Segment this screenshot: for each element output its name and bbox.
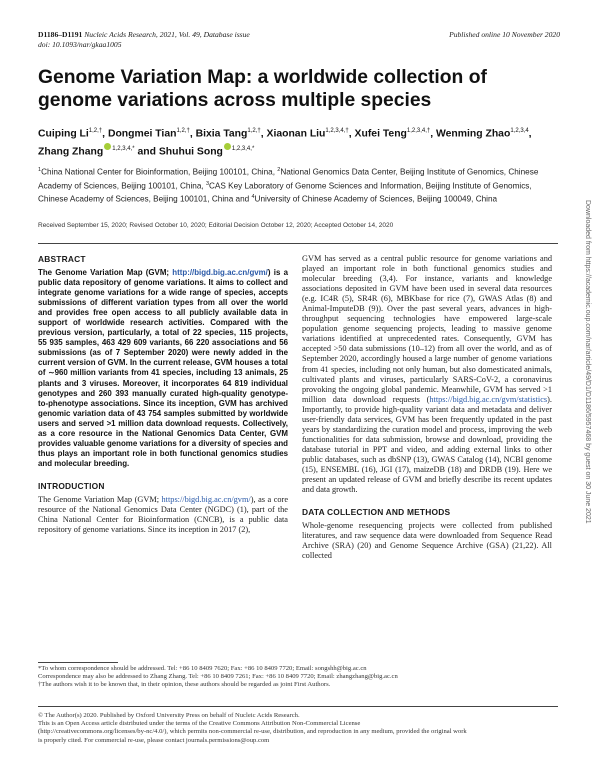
affiliation-number: 2	[277, 167, 281, 173]
data-collection-text: Whole-genome resequencing projects were collected from published literatures, and raw sequence data were downloaded from Sequence Read Archive (SRA) (20) and Genome Sequence Archive (GSA) (21,22). All collected	[302, 521, 552, 561]
gvm-overview-paragraph: GVM has served as a central public resource for genome variations and played an important role in both functional genomics studies and molecular breeding (3,4). For instance, variants and knowledge associations deposited in GVM have been used in several data resources (e.g. IC4R (5), SR4R (6), MBKbase for rice (7), GWAS Atlas (8) and Animal-ImputeDB (9)). Over the past several years, advances in high-throughput sequencing technologies have empowered large-scale population genome sequencing projects, leading to massive genome variations identified at unprecedented rates. Consequently, GVM has accepted >50 data submissions (10–12) from all over the world, and as of September 2020, accordingly housed a large number of genome variations from 41 species, including not only human, but also domesticated animals, cultivated plants and viruses, particularly SARS-CoV-2, a coronavirus provoking the ongoing global pandemic. Meanwhile, GVM has served >1 million data download requests (https://bigd.big.ac.cn/gvm/statistics). Importantly, to provide high-quality variant data and metadata and deliver user-friendly data services, GVM has been frequently updated in the past years by standardizing the curation model and process, improving the web functionalities for data submission, browse and download, providing the database tutorial in PPT and video, and adding external links to other public databases, such as dbSNP (13), GWAS Catalog (14), NCBI genome (15), ENSEMBL (16), JGI (17), maizeDB (18) and DRDB (19). Here we present an updated release of GVM and briefly describe its recent updates and data growth.	[302, 254, 552, 495]
abstract-text: The Genome Variation Map (GVM; http://bigd.big.ac.cn/gvm/) is a public data repository of genome variations. It aims to collect and integrate genome variations for a wide range of species, accepts submissions of different variation types from all over the world and provides free open access to all publicly available data in support of worldwide research activities. Compared with the previous version, particularly, a total of 22 species, 115 projects, 55 935 samples, 463 429 609 variants, 66 220 associations and 56 submissions (as of 7 September 2020) were newly added in the current version of GVM. In the current release, GVM houses a total of ∼960 million variants from 41 species, including 13 animals, 25 plants and 3 viruses. Moreover, it incorporates 64 819 individual genotypes and 260 393 manually curated high-quality genotype-to-phenotype associations. Since its inception, GVM has archived genomic variation data of 43 754 samples submitted by worldwide users and served >1 million data download requests. Collectively, as a core resource in the National Genomics Data Center, GVM provides valuable genome variations for a diversity of species and thus plays an important role in both functional genomics studies and molecular breeding.	[38, 268, 288, 468]
copyright-line: © The Author(s) 2020. Published by Oxford University Press on behalf of Nucleic Acids Research.	[38, 712, 300, 719]
author-name: Zhang Zhang	[38, 146, 104, 158]
right-column	[302, 254, 552, 561]
author-affiliation-sup: 1,2,†	[176, 128, 190, 134]
footnotes	[38, 665, 560, 690]
author-affiliation-sup: 1,2,3,4,†	[406, 128, 431, 134]
author-separator: ,	[102, 128, 108, 140]
author-affiliation-sup: 1,2,†	[247, 128, 261, 134]
data-collection-heading: DATA COLLECTION AND METHODS	[302, 507, 451, 518]
affiliation-number: 3	[205, 180, 210, 187]
license-line-1: This is an Open Access article distributed under the terms of the Creative Commons Attribution Non-Commercial License	[38, 720, 361, 728]
author-name: Bixia Tang	[195, 128, 248, 140]
abstract-heading: ABSTRACT	[38, 254, 86, 264]
affiliation-text: University of Chinese Academy of Sciences, Beijing 100049, China	[254, 195, 498, 205]
author-separator: and	[134, 146, 159, 158]
gvm-link[interactable]: http://bigd.big.ac.cn/gvm/	[172, 268, 268, 277]
orcid-icon[interactable]	[224, 143, 231, 150]
author-name: Shuhui Song	[158, 146, 223, 158]
doi: doi: 10.1093/nar/gkaa1005	[38, 40, 122, 49]
author-affiliation-sup: 1,2,3,4	[510, 128, 529, 134]
footnote-joint-authors: †The authors wish it to be known that, in their opinion, these authors should be regarded as joint First Authors.	[38, 681, 331, 689]
article-title: Genome Variation Map: a worldwide collection of genome variations across multiple species	[38, 67, 487, 111]
license-line-3: is properly cited. For commercial re-use, please contact journals.permissions@oup.com	[38, 736, 270, 744]
footnote-correspondence: *To whom correspondence should be addressed. Tel: +86 10 8409 7620; Fax: +86 10 8409 7720; Email: songshh@big.ac.cn	[38, 665, 367, 672]
introduction-heading: INTRODUCTION	[38, 480, 105, 491]
author-affiliation-sup: 1,2,†	[88, 128, 103, 134]
header-divider	[38, 243, 558, 244]
statistics-link[interactable]: https://bigd.big.ac.cn/gvm/statistics	[429, 394, 548, 404]
download-watermark: Downloaded from https://academic.oup.com/nar/article/49/D1/D1186/5957468 by guest on 30 June 2021	[584, 200, 591, 524]
affiliations	[38, 165, 560, 206]
author-separator: ,	[528, 128, 532, 140]
orcid-icon[interactable]	[104, 143, 111, 150]
author-list	[38, 124, 558, 160]
gvm-intro-link[interactable]: https://bigd.big.ac.cn/gvm/	[161, 494, 251, 504]
author-name: Cuiping Li	[38, 128, 89, 140]
author-name: Xiaonan Liu	[266, 128, 326, 140]
published-date: Published online 10 November 2020	[449, 30, 560, 39]
license-line-2: (http://creativecommons.org/licenses/by-nc/4.0/), which permits non-commercial re-use, distribution, and reproduction in any medium, provided the original work	[38, 728, 467, 736]
author-separator: ,	[189, 128, 196, 140]
author-separator: ,	[260, 128, 267, 140]
author-affiliation-sup: 1,2,3,4,†	[325, 128, 349, 134]
license-divider	[38, 706, 558, 707]
license-block	[38, 712, 560, 745]
received-dates: Received September 15, 2020; Revised October 10, 2020; Editorial Decision October 12, 2020; Accepted October 14, 2020	[38, 222, 394, 229]
author-name: Xufei Teng	[354, 128, 407, 140]
author-affiliation-sup: 1,2,3,4,*	[112, 145, 135, 152]
affiliation-text: China National Center for Bioinformation, Beijing 100101, China,	[41, 167, 278, 177]
author-separator: ,	[348, 128, 355, 140]
journal-citation: Nucleic Acids Research, 2021, Vol. 49, Database issue	[84, 30, 250, 39]
affiliation-text: CAS Key Laboratory of Genome Sciences and Information, Beijing Institute of Genomics, Chinese Academy of Sciences, Beijing 100101, China and	[38, 181, 532, 205]
footnote-divider	[38, 662, 118, 663]
author-name: Dongmei Tian	[107, 128, 177, 140]
left-column	[38, 254, 288, 535]
running-header-left	[38, 30, 250, 50]
author-separator: ,	[430, 128, 437, 140]
page-range: D1186–D1191	[38, 30, 83, 39]
affiliation-text: National Genomics Data Center, Beijing Institute of Genomics, Chinese Academy of Sciences, Beijing 100101, China,	[38, 167, 539, 191]
author-name: Wenming Zhao	[436, 128, 511, 140]
introduction-text: The Genome Variation Map (GVM; https://bigd.big.ac.cn/gvm/), as a core resource of the National Genomics Data Center (NGDC) (1), part of the China National Center for Bioinformation (CNCB), is a public data repository of genome variations. Since its inception in 2017 (2),	[38, 494, 288, 535]
affiliation-number: 4	[251, 194, 255, 201]
affiliation-number: 1	[38, 167, 42, 173]
footnote-correspondence-alt: Correspondence may also be addressed to Zhang Zhang. Tel: +86 10 8409 7261; Fax: +86 10 8409 7720; Email: zhangzhang@big.ac.cn	[38, 673, 398, 681]
author-affiliation-sup: 1,2,3,4,*	[231, 145, 255, 152]
